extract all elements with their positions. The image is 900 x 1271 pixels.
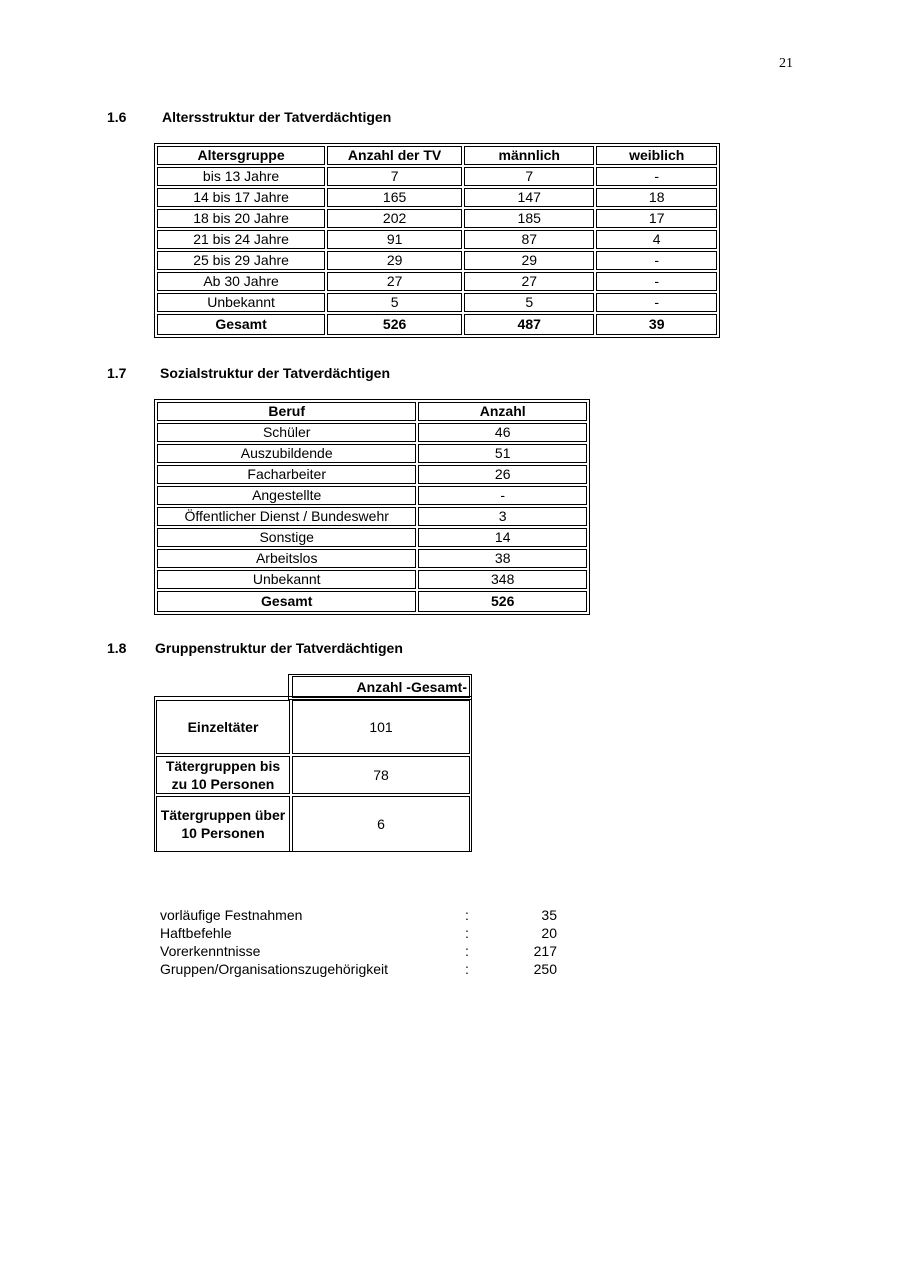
table-cell: Facharbeiter [157,465,416,484]
table-cell: 17 [596,209,717,228]
table-cell: 202 [327,209,462,228]
section-heading-age [107,109,392,125]
table-cell: Gesamt [157,314,325,335]
column-header: männlich [464,146,594,165]
table-cell: 165 [327,188,462,207]
table-row [157,423,587,442]
row-label: Tätergruppen über 10 Personen [156,796,290,852]
section-heading-group [107,640,403,656]
table-cell: Auszubildende [157,444,416,463]
table-cell: 27 [327,272,462,291]
table-header-row [157,146,717,165]
table-cell: 3 [418,507,587,526]
table-row [156,700,470,754]
table-cell: 78 [292,756,470,794]
section-number: 1.6 [107,109,127,125]
column-header: Anzahl -Gesamt- [292,676,470,698]
table-row [157,272,717,291]
section-title: Altersstruktur der Tatverdächtigen [162,109,392,125]
table-cell: Öffentlicher Dienst / Bundeswehr [157,507,416,526]
table-cell: 4 [596,230,717,249]
table-row [157,486,587,505]
table-row [157,507,587,526]
table-cell: Sonstige [157,528,416,547]
table-row [156,756,470,794]
table-row [157,251,717,270]
summary-list [160,906,560,978]
age-structure-table [154,143,720,338]
section-title: Gruppenstruktur der Tatverdächtigen [155,640,403,656]
row-label: Einzeltäter [156,700,290,754]
table-row [157,444,587,463]
table-row [157,549,587,568]
table-cell: 39 [596,314,717,335]
column-header: Beruf [157,402,416,421]
table-row [157,570,587,589]
table-cell: 46 [418,423,587,442]
table-cell: 18 bis 20 Jahre [157,209,325,228]
table-cell: Ab 30 Jahre [157,272,325,291]
column-header: Anzahl der TV [327,146,462,165]
summary-row [160,924,560,942]
table-total-row [157,314,717,335]
table-cell: Unbekannt [157,293,325,312]
table-cell: 21 bis 24 Jahre [157,230,325,249]
summary-row [160,942,560,960]
table-cell: 7 [464,167,594,186]
table-cell: 487 [464,314,594,335]
table-cell: 25 bis 29 Jahre [157,251,325,270]
table-total-row [157,591,587,612]
summary-separator: : [465,961,469,977]
table-cell: 185 [464,209,594,228]
table-cell: 6 [292,796,470,852]
summary-label: Gruppen/Organisationszugehörigkeit [160,961,389,977]
social-structure-table [154,399,590,615]
summary-value: 217 [533,943,557,959]
table-cell: 26 [418,465,587,484]
table-cell: Angestellte [157,486,416,505]
column-header: weiblich [596,146,717,165]
table-cell: 101 [292,700,470,754]
summary-separator: : [465,943,469,959]
table-cell: 147 [464,188,594,207]
summary-label: vorläufige Festnahmen [160,907,303,923]
summary-value: 250 [533,961,557,977]
section-heading-social [107,365,391,381]
table-cell: 87 [464,230,594,249]
table-cell: 27 [464,272,594,291]
table-cell: 526 [418,591,587,612]
table-row [157,188,717,207]
table-row [156,796,470,852]
table-cell: 29 [327,251,462,270]
section-number: 1.7 [107,365,127,381]
summary-row [160,906,560,924]
table-cell: - [596,272,717,291]
table-cell: Gesamt [157,591,416,612]
table-cell: Arbeitslos [157,549,416,568]
summary-separator: : [465,925,469,941]
table-cell: 7 [327,167,462,186]
table-cell: 29 [464,251,594,270]
column-header: Anzahl [418,402,587,421]
table-cell: 38 [418,549,587,568]
table-cell: - [596,251,717,270]
summary-row [160,960,560,978]
summary-separator: : [465,907,469,923]
summary-value: 35 [541,907,557,923]
table-cell: - [596,167,717,186]
summary-value: 20 [541,925,557,941]
table-cell: 18 [596,188,717,207]
empty-cell [156,676,290,698]
table-row [157,465,587,484]
table-row [157,209,717,228]
table-cell: 91 [327,230,462,249]
page-number: 21 [779,56,793,71]
column-header: Altersgruppe [157,146,325,165]
table-row [157,293,717,312]
table-cell: 14 bis 17 Jahre [157,188,325,207]
table-cell: - [596,293,717,312]
table-header-row [156,676,470,698]
table-cell: Unbekannt [157,570,416,589]
table-row [157,230,717,249]
row-label: Tätergruppen bis zu 10 Personen [156,756,290,794]
section-number: 1.8 [107,640,127,656]
table-cell: 5 [327,293,462,312]
group-grid [154,674,472,854]
table-cell: 5 [464,293,594,312]
group-structure-table [154,674,472,854]
summary-label: Vorerkenntnisse [160,943,261,959]
table-cell: Schüler [157,423,416,442]
table-row [157,528,587,547]
table-row [157,167,717,186]
table-cell: 348 [418,570,587,589]
table-cell: bis 13 Jahre [157,167,325,186]
table-cell: 51 [418,444,587,463]
table-header-row [157,402,587,421]
section-title: Sozialstruktur der Tatverdächtigen [160,365,391,381]
summary-label: Haftbefehle [160,925,232,941]
table-cell: 14 [418,528,587,547]
table-cell: - [418,486,587,505]
table-cell: 526 [327,314,462,335]
